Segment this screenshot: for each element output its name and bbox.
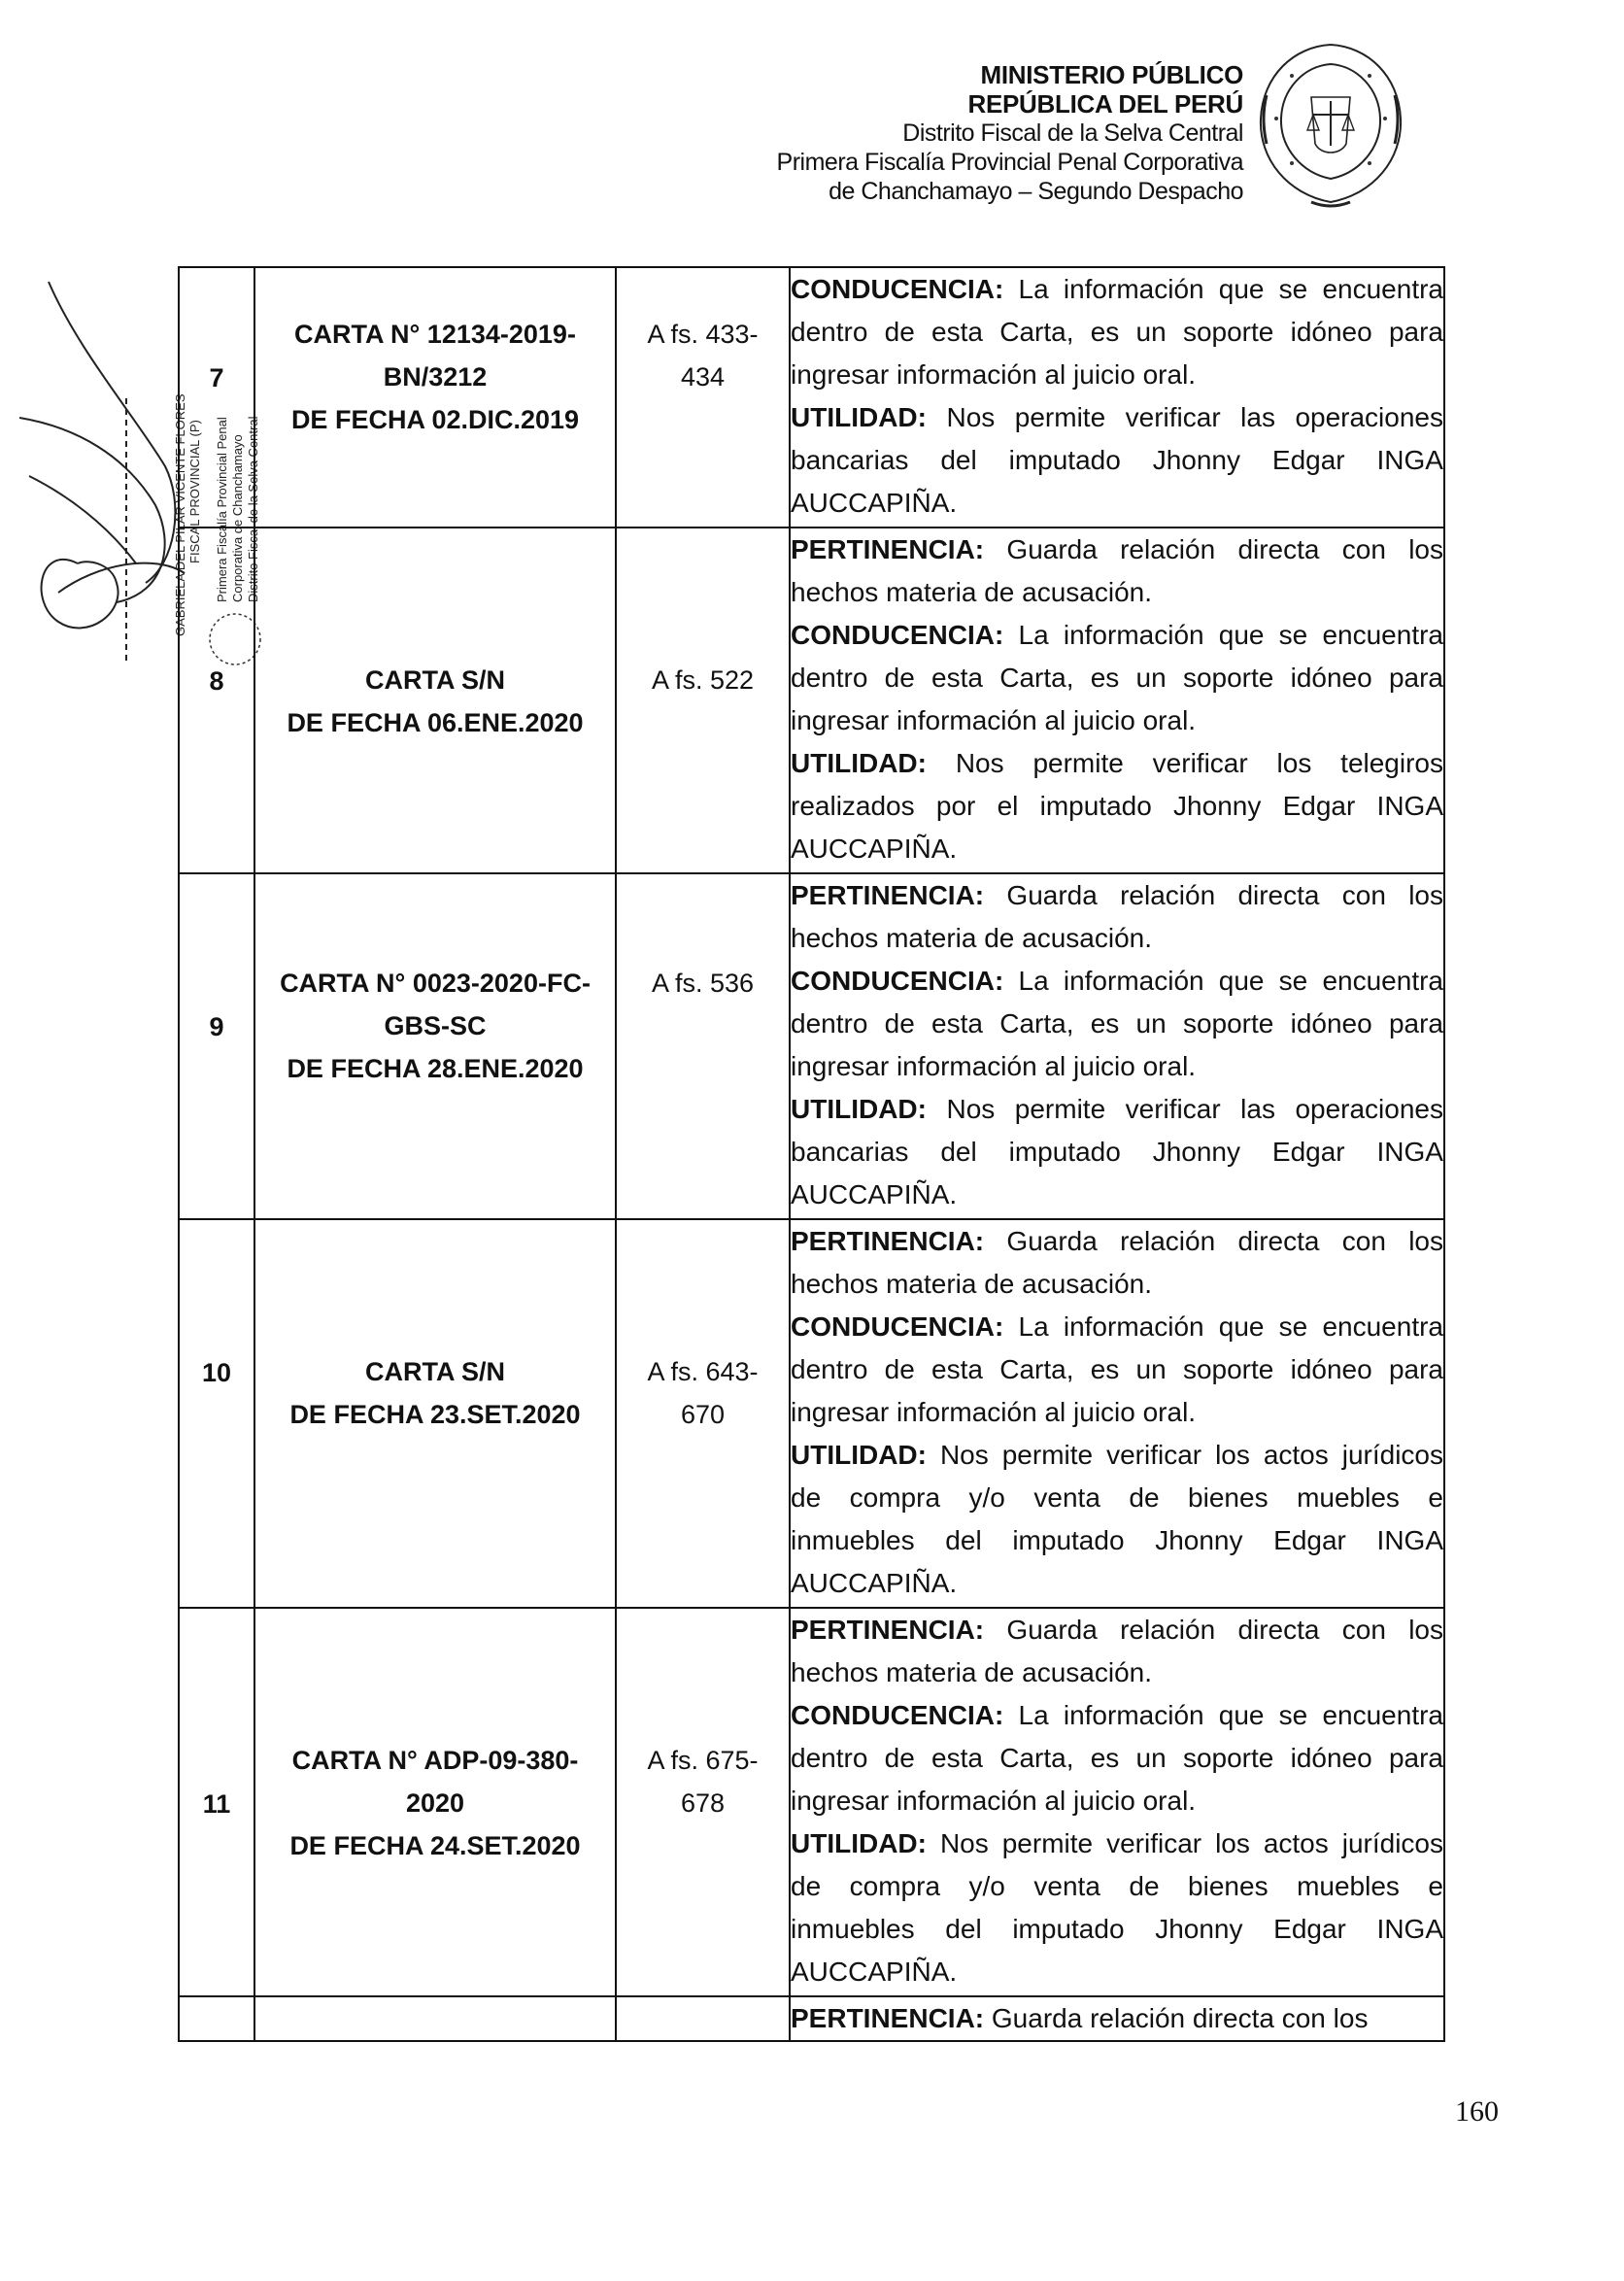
description-cell <box>790 267 1444 528</box>
document-cell <box>254 1219 616 1608</box>
utilidad-label: UTILIDAD: <box>791 1828 927 1858</box>
document-line: 2020 <box>405 1788 465 1818</box>
document-title <box>255 268 615 441</box>
utilidad-line: realizados por el imputado Jhonny Edgar INGA <box>791 791 1443 821</box>
conducencia-line: CONDUCENCIA: La información que se encuentra <box>791 620 1443 650</box>
utilidad-line: AUCCAPIÑA. <box>791 834 958 864</box>
document-line: GBS-SC <box>384 1011 487 1040</box>
folio-reference <box>617 874 789 1004</box>
utilidad-line: UTILIDAD: Nos permite verificar los actos jurídicos <box>791 1828 1443 1858</box>
document-line: CARTA S/N <box>365 1357 505 1386</box>
document-cell <box>254 267 616 528</box>
folio-line: A fs. 522 <box>651 665 755 695</box>
conducencia-line: ingresar información al juicio oral. <box>791 359 1197 390</box>
document-line: CARTA S/N <box>365 665 505 695</box>
document-line: DE FECHA 02.DIC.2019 <box>290 405 580 434</box>
table-row <box>179 267 1444 528</box>
header-ministerio: MINISTERIO PÚBLICO <box>980 60 1243 89</box>
conducencia-label: CONDUCENCIA: <box>791 1311 1004 1342</box>
row-number: 7 <box>209 363 224 392</box>
header-fiscalia: Primera Fiscalía Provincial Penal Corporativa <box>776 149 1243 176</box>
folio-line: 678 <box>680 1788 726 1818</box>
pertinencia-label: PERTINENCIA: <box>791 534 985 564</box>
description-cell <box>790 1996 1444 2041</box>
utilidad-label: UTILIDAD: <box>791 1094 927 1124</box>
document-title <box>255 1220 615 1436</box>
table-row <box>179 1608 1444 1996</box>
folio-line: 670 <box>680 1400 726 1429</box>
folio-reference <box>617 1997 789 1999</box>
folio-line: A fs. 433- <box>647 320 759 349</box>
conducencia-line: ingresar información al juicio oral. <box>791 1051 1197 1081</box>
document-cell <box>254 873 616 1219</box>
utilidad-line: inmuebles del imputado Jhonny Edgar INGA <box>791 1914 1443 1944</box>
conducencia-line: dentro de esta Carta, es un soporte idóneo para <box>791 1008 1443 1038</box>
conducencia-line: dentro de esta Carta, es un soporte idóneo para <box>791 663 1443 693</box>
table-row <box>179 528 1444 873</box>
ministerio-seal-icon <box>1253 37 1408 212</box>
folio-cell <box>616 528 790 873</box>
conducencia-line: dentro de esta Carta, es un soporte idóneo para <box>791 1354 1443 1384</box>
utilidad-label: UTILIDAD: <box>791 748 927 778</box>
row-number-cell <box>179 267 254 528</box>
header-distrito: Distrito Fiscal de la Selva Central <box>902 119 1243 147</box>
document-line: DE FECHA 06.ENE.2020 <box>287 708 584 737</box>
stamp-title: FISCAL PROVINCIAL (P) <box>187 420 202 563</box>
pertinencia-label: PERTINENCIA: <box>791 1615 985 1645</box>
pertinencia-label: PERTINENCIA: <box>791 1226 985 1256</box>
document-cell <box>254 1608 616 1996</box>
row-number: 8 <box>209 666 224 696</box>
evidence-table <box>178 266 1445 2042</box>
conducencia-line: CONDUCENCIA: La información que se encuentra <box>791 966 1443 996</box>
document-cell <box>254 528 616 873</box>
utilidad-line: UTILIDAD: Nos permite verificar los telegiros <box>791 748 1443 778</box>
page-number: 160 <box>1455 2095 1499 2128</box>
folio-reference <box>617 528 789 701</box>
letterhead <box>563 60 1243 206</box>
row-number-cell <box>179 528 254 873</box>
utilidad-line: UTILIDAD: Nos permite verificar las operaciones <box>791 402 1443 432</box>
conducencia-line: CONDUCENCIA: La información que se encuentra <box>791 274 1443 304</box>
pertinencia-line: PERTINENCIA: Guarda relación directa con los <box>791 1615 1443 1645</box>
stamp-distrito: Distrito Fiscal de la Selva Central <box>246 416 260 602</box>
utilidad-label: UTILIDAD: <box>791 402 927 432</box>
folio-cell <box>616 267 790 528</box>
pertinencia-line: PERTINENCIA: Guarda relación directa con los <box>791 880 1443 910</box>
utilidad-line: AUCCAPIÑA. <box>791 1568 958 1598</box>
conducencia-label: CONDUCENCIA: <box>791 966 1004 996</box>
document-line: BN/3212 <box>383 362 488 392</box>
conducencia-line: ingresar información al juicio oral. <box>791 1397 1197 1427</box>
document-title <box>255 1997 615 1999</box>
utilidad-line: bancarias del imputado Jhonny Edgar INGA <box>791 1137 1443 1167</box>
conducencia-label: CONDUCENCIA: <box>791 1700 1004 1730</box>
conducencia-line: ingresar información al juicio oral. <box>791 1786 1197 1816</box>
folio-reference <box>617 268 789 398</box>
row-number: 9 <box>209 1012 224 1041</box>
folio-cell <box>616 873 790 1219</box>
conducencia-line: dentro de esta Carta, es un soporte idóneo para <box>791 317 1443 347</box>
folio-line: A fs. 675- <box>647 1746 759 1775</box>
row-number-cell <box>179 1996 254 2041</box>
description-cell <box>790 1219 1444 1608</box>
conducencia-line: CONDUCENCIA: La información que se encuentra <box>791 1700 1443 1730</box>
folio-cell <box>616 1219 790 1608</box>
pertinencia-line: hechos materia de acusación. <box>791 923 1152 953</box>
utilidad-line: UTILIDAD: Nos permite verificar las operaciones <box>791 1094 1443 1124</box>
document-line: DE FECHA 23.SET.2020 <box>289 1400 581 1429</box>
conducencia-line: dentro de esta Carta, es un soporte idóneo para <box>791 1743 1443 1773</box>
document-line: CARTA N° 0023-2020-FC- <box>280 969 591 998</box>
description-cell <box>790 873 1444 1219</box>
utilidad-line: AUCCAPIÑA. <box>791 1957 958 1987</box>
folio-reference <box>617 1609 789 1824</box>
document-title <box>255 1609 615 1867</box>
pertinencia-line: PERTINENCIA: Guarda relación directa con los <box>791 1226 1443 1256</box>
stamp-corporativa: Corporativa de Chanchamayo <box>230 434 245 602</box>
folio-line: A fs. 643- <box>647 1357 759 1386</box>
row-number <box>180 1997 254 2007</box>
document-line: DE FECHA 24.SET.2020 <box>289 1831 581 1860</box>
document-title <box>255 528 615 744</box>
folio-line: A fs. 536 <box>651 969 755 998</box>
folio-cell <box>616 1608 790 1996</box>
folio-line: 434 <box>680 362 726 392</box>
stamp-office: Primera Fiscalía Provincial Penal <box>215 417 229 602</box>
row-number-cell <box>179 873 254 1219</box>
utilidad-line: AUCCAPIÑA. <box>791 488 958 518</box>
utilidad-line: UTILIDAD: Nos permite verificar los actos jurídicos <box>791 1440 1443 1470</box>
document-title <box>255 874 615 1090</box>
utilidad-line: de compra y/o venta de bienes muebles e <box>791 1482 1443 1513</box>
document-cell <box>254 1996 616 2041</box>
pertinencia-label: PERTINENCIA: <box>791 2003 985 2033</box>
row-number-cell <box>179 1608 254 1996</box>
table-row <box>179 1219 1444 1608</box>
folio-reference <box>617 1220 789 1436</box>
utilidad-line: bancarias del imputado Jhonny Edgar INGA <box>791 445 1443 475</box>
row-number: 11 <box>202 1789 231 1819</box>
stamp-name: GABRIELA DEL PILAR VICENTE FLORES <box>173 393 187 636</box>
description-cell <box>790 1608 1444 1996</box>
document-line: DE FECHA 28.ENE.2020 <box>287 1054 584 1083</box>
header-republica: REPÚBLICA DEL PERÚ <box>967 89 1243 119</box>
description-cell <box>790 528 1444 873</box>
conducencia-label: CONDUCENCIA: <box>791 274 1004 304</box>
table-row <box>179 1996 1444 2041</box>
folio-cell <box>616 1996 790 2041</box>
document-line: CARTA N° ADP-09-380- <box>291 1746 579 1775</box>
utilidad-line: AUCCAPIÑA. <box>791 1179 958 1209</box>
pertinencia-label: PERTINENCIA: <box>791 880 985 910</box>
pertinencia-line: PERTINENCIA: Guarda relación directa con los <box>791 2003 1369 2033</box>
utilidad-line: de compra y/o venta de bienes muebles e <box>791 1871 1443 1901</box>
conducencia-line: CONDUCENCIA: La información que se encuentra <box>791 1311 1443 1342</box>
table-row <box>179 873 1444 1219</box>
header-despacho: de Chanchamayo – Segundo Despacho <box>829 178 1243 205</box>
pertinencia-line: PERTINENCIA: Guarda relación directa con los <box>791 534 1443 564</box>
pertinencia-line: hechos materia de acusación. <box>791 1269 1152 1299</box>
pertinencia-line: hechos materia de acusación. <box>791 1657 1152 1687</box>
conducencia-label: CONDUCENCIA: <box>791 620 1004 650</box>
row-number: 10 <box>201 1358 232 1387</box>
utilidad-label: UTILIDAD: <box>791 1440 927 1470</box>
row-number-cell <box>179 1219 254 1608</box>
conducencia-line: ingresar información al juicio oral. <box>791 705 1197 735</box>
utilidad-line: inmuebles del imputado Jhonny Edgar INGA <box>791 1525 1443 1555</box>
pertinencia-line: hechos materia de acusación. <box>791 577 1152 607</box>
document-line: CARTA N° 12134-2019- <box>294 320 576 349</box>
